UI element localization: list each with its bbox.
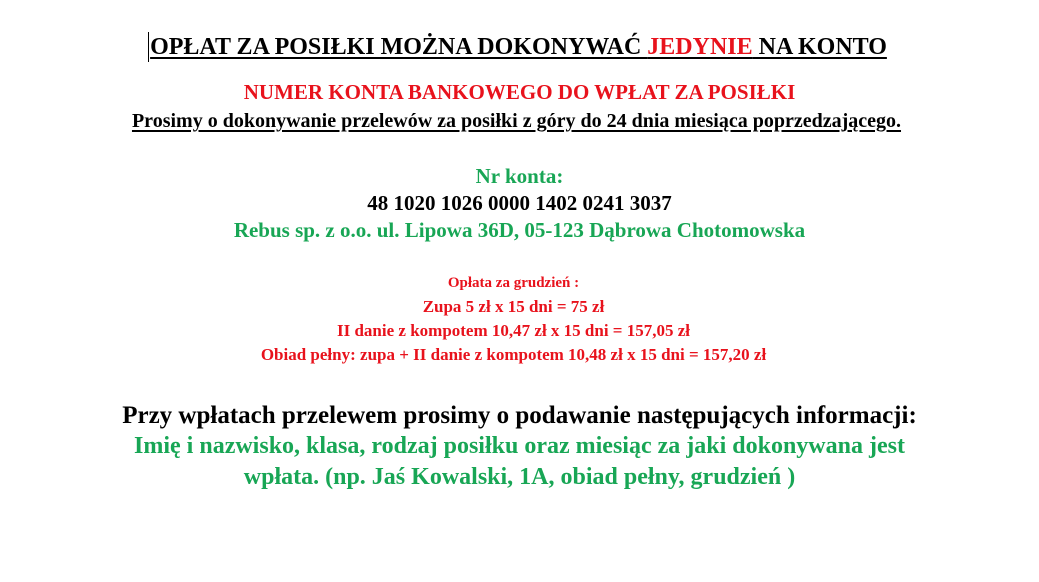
fee-item-soup: Zupa 5 zł x 15 dni = 75 zł <box>422 297 605 316</box>
transfer-info-line-1: Imię i nazwisko, klasa, rodzaj posiłku oraz miesiąc za jaki dokonywana jest <box>134 433 905 459</box>
fee-item-main-course: II danie z kompotem 10,47 zł x 15 dni = 157,05 zł <box>337 321 690 340</box>
transfer-info-heading: Przy wpłatach przelewem prosimy o podawanie następujących informacji: <box>122 402 917 429</box>
request-note <box>0 108 1036 134</box>
transfer-info-line-2: wpłata. (np. Jaś Kowalski, 1A, obiad pełny, grudzień ) <box>243 464 796 490</box>
title-part-2: NA KONTO <box>752 34 887 60</box>
fees-heading: Opłata za grudzień : <box>447 275 580 291</box>
page-title <box>0 32 1039 62</box>
title-part-1: OPŁAT ZA POSIŁKI MOŻNA DOKONYWAĆ <box>150 34 648 60</box>
account-recipient: Rebus sp. z o.o. ul. Lipowa 36D, 05-123 Dąbrowa Chotomowska <box>233 218 806 242</box>
title-highlight: JEDYNIE <box>647 34 753 60</box>
request-note-text: Prosimy o dokonywanie przelewów za posiłki z góry do 24 dnia miesiąca poprzedzającego. <box>131 110 902 132</box>
account-heading: NUMER KONTA BANKOWEGO DO WPŁAT ZA POSIŁKI <box>243 80 796 104</box>
account-label: Nr konta: <box>475 164 564 188</box>
fee-item-full-meal: Obiad pełny: zupa + II danie z kompotem 10,48 zł x 15 dni = 157,20 zł <box>260 345 767 364</box>
account-number: 48 1020 1026 0000 1402 0241 3037 <box>367 191 672 215</box>
page-title-text <box>148 32 887 62</box>
